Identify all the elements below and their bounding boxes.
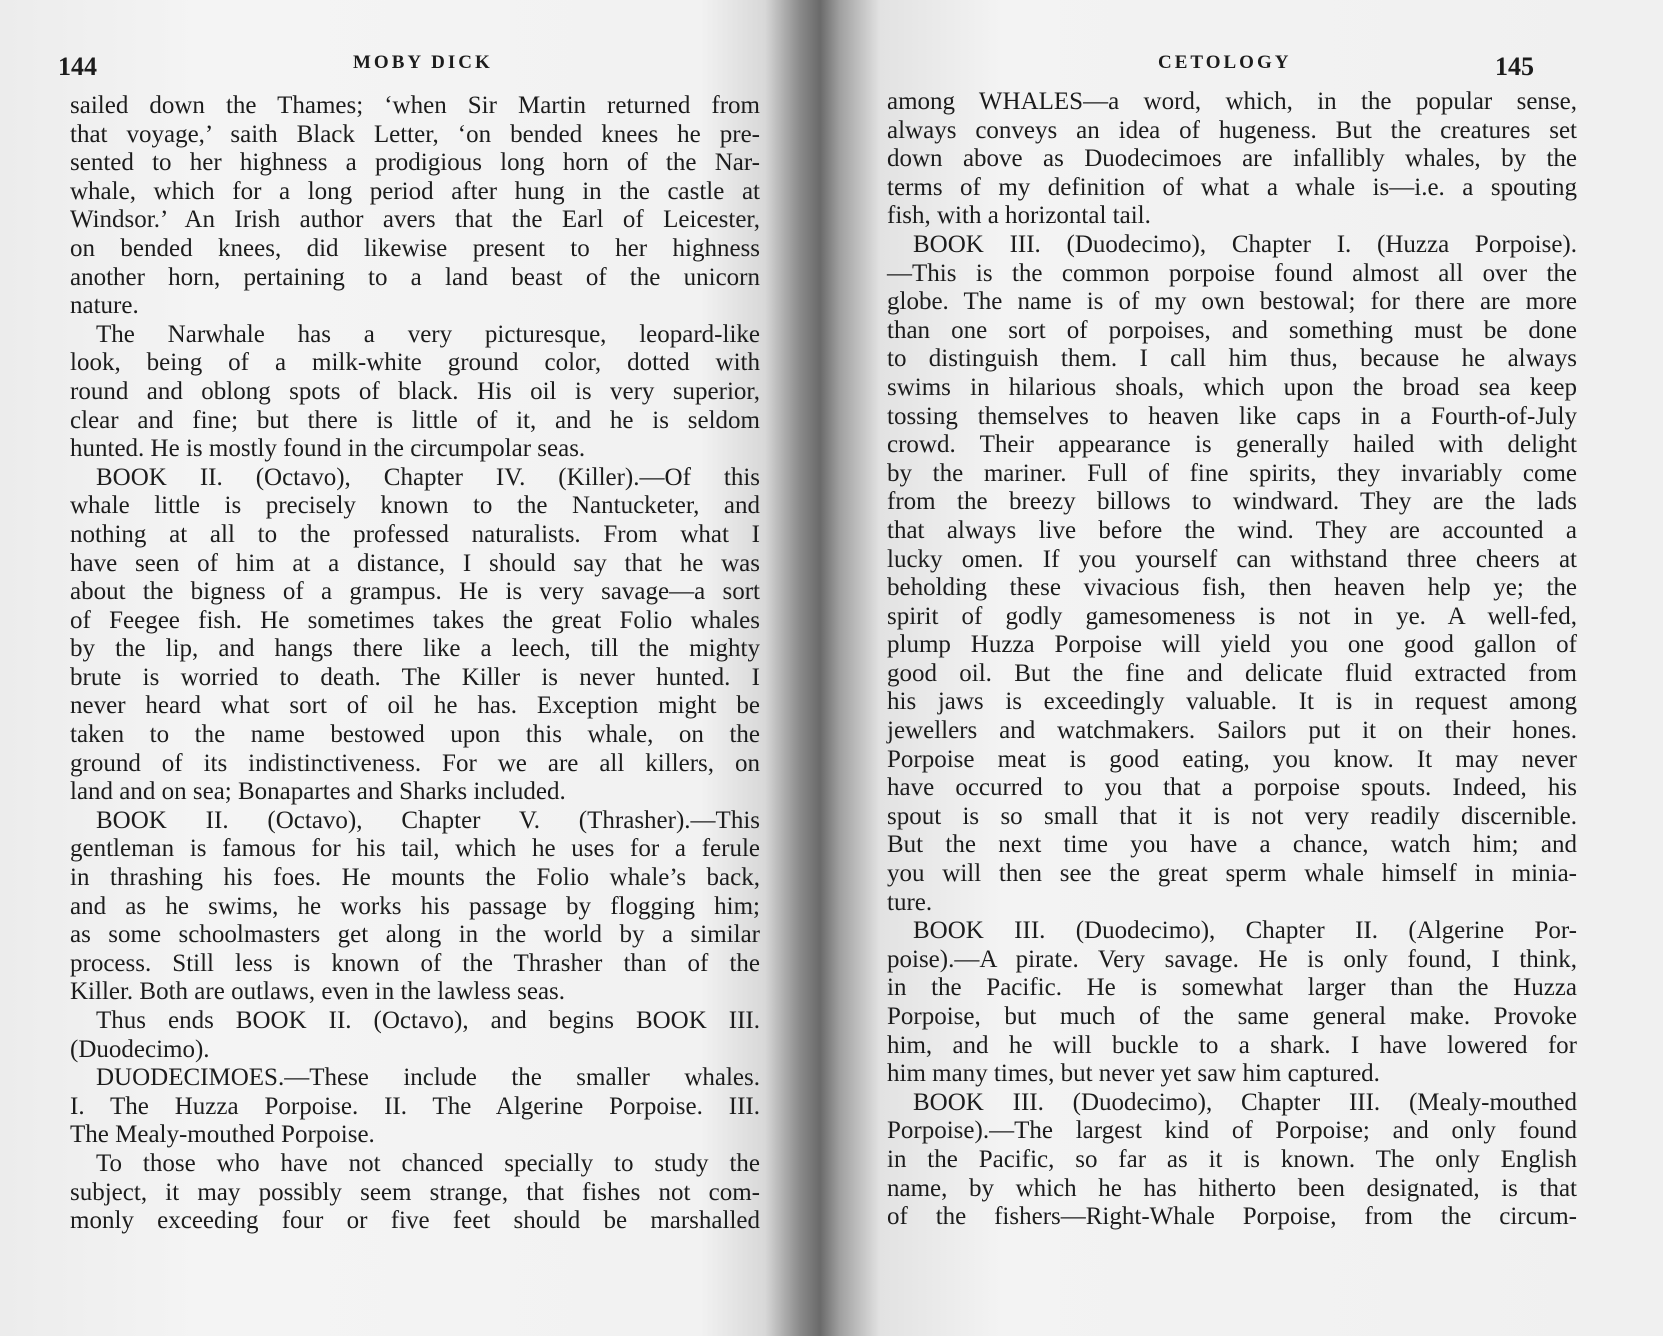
text-line: Windsor.’ An Irish author avers that the Earl of Leicester,: [70, 206, 760, 234]
text-line: crowd. Their appearance is generally hailed with delight: [887, 431, 1577, 459]
text-line: never heard what sort of oil he has. Exception might be: [70, 692, 760, 720]
text-line: you will then see the great sperm whale himself in minia-: [887, 860, 1577, 888]
left-page: [0, 0, 800, 1336]
text-line: But the next time you have a chance, watch him; and: [887, 831, 1577, 859]
text-line: monly exceeding four or five feet should be marshalled: [70, 1207, 760, 1235]
text-line: jewellers and watchmakers. Sailors put it on their hones.: [887, 717, 1577, 745]
text-line: To those who have not chanced specially to study the: [96, 1149, 760, 1177]
text-line: have seen of him at a distance, I should say that he was: [70, 549, 760, 577]
text-line: ground of its indistinctiveness. For we are all killers, on: [70, 749, 760, 777]
text-line: ture.: [887, 888, 933, 916]
text-line: nothing at all to the professed naturalists. From what I: [70, 520, 760, 548]
text-line: BOOK II. (Octavo), Chapter V. (Thrasher).—This: [96, 806, 760, 834]
running-head: CETOLOGY: [1158, 52, 1292, 73]
text-line: him many times, but never yet saw him captured.: [887, 1060, 1380, 1088]
text-line: in the Pacific. He is somewhat larger than the Huzza: [887, 974, 1577, 1002]
text-line: down above as Duodecimoes are infallibly whales, by the: [887, 145, 1577, 173]
text-line: that voyage,’ saith Black Letter, ‘on bended knees he pre-: [70, 120, 760, 148]
text-line: lucky omen. If you yourself can withstand three cheers at: [887, 545, 1577, 573]
page-body: [887, 88, 1577, 1232]
text-line: I. The Huzza Porpoise. II. The Algerine Porpoise. III.: [70, 1092, 760, 1120]
text-line: BOOK II. (Octavo), Chapter IV. (Killer).—Of this: [96, 463, 760, 491]
text-line: beholding these vivacious fish, then heaven help ye; the: [887, 574, 1577, 602]
text-line: process. Still less is known of the Thrasher than of the: [70, 949, 760, 977]
text-line: BOOK III. (Duodecimo), Chapter III. (Mealy-mouthed: [913, 1088, 1577, 1116]
text-line: name, by which he has hitherto been designated, is that: [887, 1174, 1577, 1202]
text-line: The Narwhale has a very picturesque, leopard-like: [96, 320, 760, 348]
text-line: in the Pacific, so far as it is known. The only English: [887, 1145, 1577, 1173]
text-line: Porpoise meat is good eating, you know. It may never: [887, 745, 1577, 773]
text-line: that always live before the wind. They are accounted a: [887, 516, 1577, 544]
text-line: Porpoise, but much of the same general make. Provoke: [887, 1003, 1577, 1030]
page-number: 145: [1495, 52, 1534, 81]
text-line: spirit of godly gamesomeness is not in ye. A well-fed,: [887, 602, 1577, 630]
text-line: than one sort of porpoises, and something must be done: [887, 316, 1577, 344]
text-line: Thus ends BOOK II. (Octavo), and begins BOOK III.: [96, 1007, 760, 1034]
text-line: BOOK III. (Duodecimo), Chapter I. (Huzza Porpoise).: [913, 230, 1577, 258]
text-line: whale little is precisely known to the Nantucketer, and: [70, 492, 760, 520]
text-line: in thrashing his foes. He mounts the Folio whale’s back,: [70, 864, 760, 892]
right-page: [860, 0, 1663, 1336]
text-line: spout is so small that it is not very readily discernible.: [887, 802, 1577, 830]
text-line: Porpoise).—The largest kind of Porpoise; and only found: [887, 1117, 1577, 1145]
text-line: poise).—A pirate. Very savage. He is only found, I think,: [887, 945, 1577, 973]
text-line: The Mealy-mouthed Porpoise.: [70, 1121, 375, 1149]
text-line: plump Huzza Porpoise will yield you one good gallon of: [887, 631, 1577, 659]
text-line: always conveys an idea of hugeness. But the creatures set: [887, 116, 1577, 144]
text-line: whale, which for a long period after hung in the castle at: [70, 177, 760, 205]
page-number: 144: [58, 52, 97, 81]
text-line: globe. The name is of my own bestowal; for there are more: [887, 288, 1577, 316]
text-line: by the lip, and hangs there like a leech, till the mighty: [70, 635, 760, 663]
text-line: among WHALES—a word, which, in the popular sense,: [887, 88, 1577, 115]
text-line: terms of my definition of what a whale is—i.e. a spouting: [887, 173, 1577, 201]
text-line: look, being of a milk-white ground color, dotted with: [70, 349, 760, 377]
text-line: good oil. But the fine and delicate fluid extracted from: [887, 659, 1577, 687]
text-line: land and on sea; Bonapartes and Sharks included.: [70, 778, 566, 806]
text-line: swims in hilarious shoals, which upon the broad sea keep: [887, 373, 1577, 401]
page-body: [70, 92, 760, 1236]
text-line: —This is the common porpoise found almost all over the: [887, 259, 1577, 287]
text-line: and as he swims, he works his passage by flogging him;: [70, 892, 760, 920]
text-line: to distinguish them. I call him thus, because he always: [887, 345, 1577, 373]
text-line: about the bigness of a grampus. He is very savage—a sort: [70, 578, 760, 606]
text-line: as some schoolmasters get along in the world by a similar: [70, 921, 760, 949]
text-line: subject, it may possibly seem strange, that fishes not com-: [70, 1178, 760, 1206]
running-head: MOBY DICK: [353, 52, 493, 73]
text-line: of Feegee fish. He sometimes takes the great Folio whales: [70, 606, 760, 634]
text-line: tossing themselves to heaven like caps in a Fourth-of-July: [887, 402, 1577, 430]
text-line: sented to her highness a prodigious long horn of the Nar-: [70, 149, 760, 177]
text-line: (Duodecimo).: [70, 1035, 210, 1063]
text-line: by the mariner. Full of fine spirits, they invariably come: [887, 459, 1577, 487]
text-line: gentleman is famous for his tail, which he uses for a ferule: [70, 835, 760, 863]
text-line: hunted. He is mostly found in the circumpolar seas.: [70, 435, 586, 463]
text-line: nature.: [70, 292, 139, 320]
text-line: from the breezy billows to windward. They are the lads: [887, 488, 1577, 516]
text-line: BOOK III. (Duodecimo), Chapter II. (Algerine Por-: [913, 917, 1577, 945]
text-line: clear and fine; but there is little of it, and he is seldom: [70, 406, 760, 434]
text-line: his jaws is exceedingly valuable. It is in request among: [887, 688, 1577, 716]
text-line: sailed down the Thames; ‘when Sir Martin returned from: [70, 92, 760, 119]
text-line: round and oblong spots of black. His oil is very superior,: [70, 377, 760, 405]
text-line: DUODECIMOES.—These include the smaller whales.: [96, 1064, 760, 1092]
text-line: taken to the name bestowed upon this whale, on the: [70, 721, 760, 749]
text-line: brute is worried to death. The Killer is never hunted. I: [70, 663, 760, 691]
text-line: him, and he will buckle to a shark. I have lowered for: [887, 1031, 1577, 1059]
text-line: on bended knees, did likewise present to her highness: [70, 234, 760, 262]
text-line: Killer. Both are outlaws, even in the lawless seas.: [70, 978, 566, 1006]
text-line: fish, with a horizontal tail.: [887, 202, 1151, 230]
text-line: have occurred to you that a porpoise spouts. Indeed, his: [887, 774, 1577, 802]
text-line: another horn, pertaining to a land beast of the unicorn: [70, 263, 760, 291]
text-line: of the fishers—Right-Whale Porpoise, from the circum-: [887, 1203, 1577, 1231]
